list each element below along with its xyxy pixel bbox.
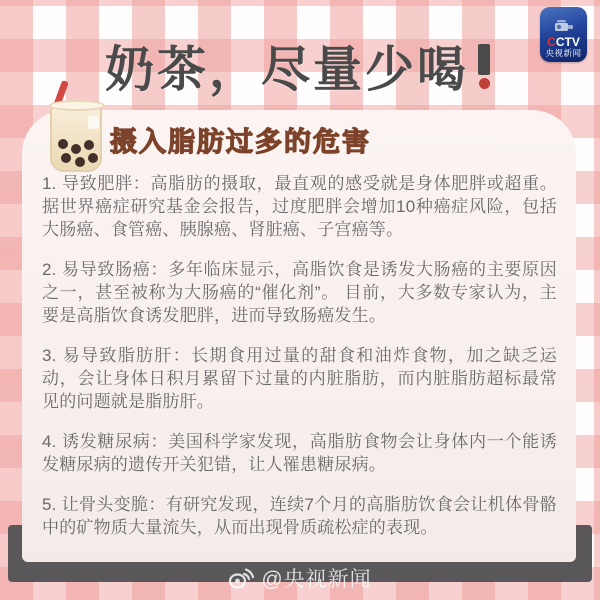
exclamation-dot [479, 78, 490, 89]
content-card [22, 110, 576, 562]
harm-item-3: 3. 易导致脂肪肝：长期食用过量的甜食和油炸食物，加之缺乏运动，会让身体日积月累留下过量的内脏脂肪，而内脏脂肪超标最常见的问题就是脂肪肝。 [42, 346, 557, 411]
weibo-eye-icon [228, 567, 254, 589]
section-heading: 摄入脂肪过多的危害 [110, 127, 371, 157]
harm-item-5: 5. 让骨头变脆：有研究发现，连续7个月的高脂肪饮食会让机体骨骼中的矿物质大量流失，从而出现骨质疏松症的表现。 [42, 495, 557, 537]
harm-item-4: 4. 诱发糖尿病：美国科学家发现，高脂肪食物会让身体内一个能诱发糖尿病的遗传开关犯错，让人罹患糖尿病。 [42, 432, 557, 474]
tv-camera-icon [552, 19, 576, 35]
card-header [22, 110, 576, 166]
exclamation-mark [473, 44, 495, 90]
cup-shine-shape [88, 116, 99, 129]
cctv-subtitle-text: 央视新闻 [545, 48, 582, 58]
harm-item-1: 1. 导致肥胖：高脂肪的摄取，最直观的感受就是身体肥胖或超重。据世界癌症研究基金会报告，过度肥胖会增加10种癌症风险，包括大肠癌、食管癌、胰腺癌、肾脏癌、子宫癌等。 [42, 174, 557, 239]
weibo-watermark [0, 563, 600, 593]
bubble-tea-icon [48, 92, 108, 174]
title-row [0, 42, 600, 98]
watermark-text: @央视新闻 [261, 568, 372, 591]
cup-rim-shape [49, 100, 105, 111]
cctv-brand-text: CCTV [547, 35, 580, 49]
page-title [105, 42, 495, 98]
harm-list [22, 166, 576, 539]
harm-item-2: 2. 易导致肠癌：多年临床显示，高脂饮食是诱发大肠癌的主要原因之一，甚至被称为大肠癌的“催化剂”。 目前，大多数专家认为，主要是高脂饮食诱发肥胖，进而导致肠癌发生。 [42, 260, 557, 325]
page-title-text: 奶茶，尽量少喝 [104, 43, 469, 97]
exclamation-bar [478, 44, 490, 75]
cctv-news-logo [540, 7, 587, 62]
